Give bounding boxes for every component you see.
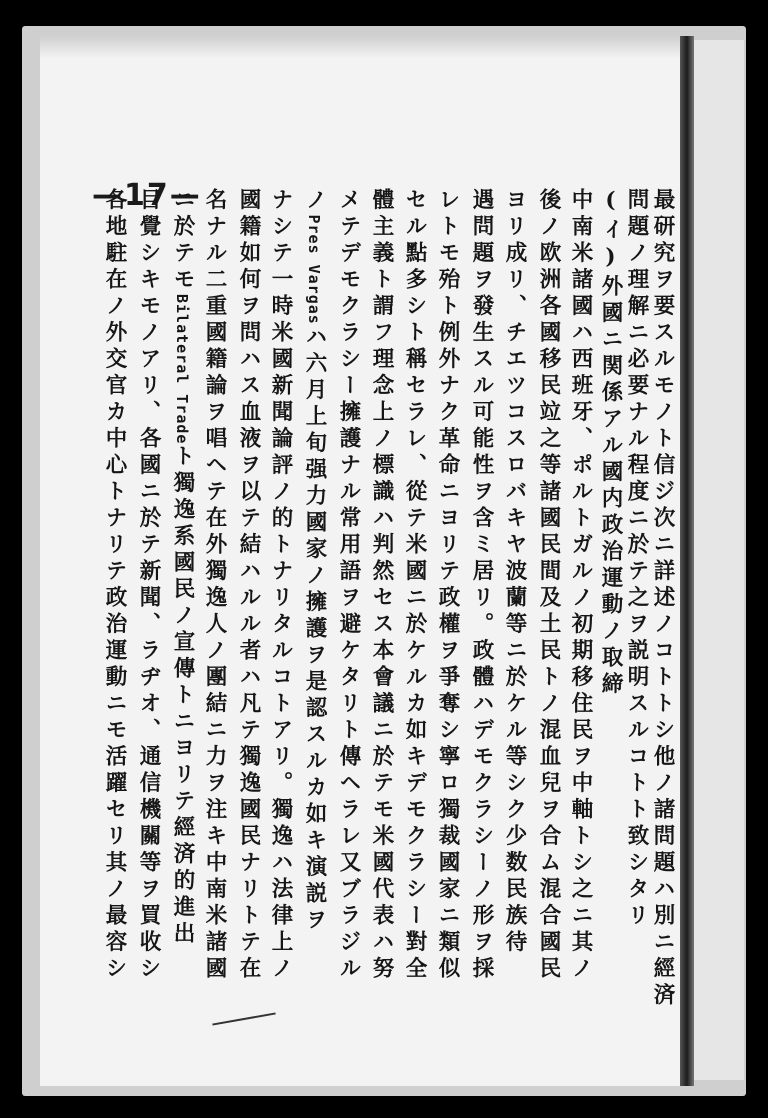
text-column: 國籍如何ヲ問ハス血液ヲ以テ結ハルル者ハ凡テ獨逸國民ナリトテ在 xyxy=(236,188,261,983)
text-column: 中南米諸國ハ西班牙、ポルトガルノ初期移住民ヲ中軸トシ之ニ其ノ xyxy=(568,188,593,983)
text-column: メテデモクラシー擁護ナル常用語ヲ避ケタリト傳ヘラレ又ブラジル xyxy=(336,188,361,983)
latin-phrase: Bilateral Trade xyxy=(173,294,191,445)
text-column: セル點多シト稱セラレ、從テ米國ニ於ケルカ如キデモクラシー對全 xyxy=(402,188,427,983)
text-column: 名ナル二重國籍論ヲ唱ヘテ在外獨逸人ノ團結ニ力ヲ注キ中南米諸國 xyxy=(202,188,227,983)
page-number: —17— xyxy=(92,178,202,213)
page-top-shadow xyxy=(40,36,680,58)
text-column: レトモ殆ト例外ナク革命ニヨリテ政權ヲ爭奪シ寧ロ獨裁國家ニ類似 xyxy=(435,188,460,983)
adjacent-page-strip xyxy=(694,40,744,1080)
latin-phrase: Pres Vargas xyxy=(305,214,323,325)
text-column: ノPres Vargasハ六月上旬强力國家ノ擁護ヲ是認スルカ如キ演説ヲ xyxy=(302,188,327,935)
text-column: 最研究ヲ要スルモノト信ジ次ニ詳述ノコトトシ他ノ諸問題ハ別ニ經済 xyxy=(650,188,675,1010)
text-column: ヨリ成リ、チエツコスロバキヤ波蘭等ニ於ケル等シク少数民族待 xyxy=(502,188,527,957)
text-column: ナシテ一時米國新聞論評ノ的トナリタルコトアリ。獨逸ハ法律上ノ xyxy=(268,188,293,983)
text-column: 各地駐在ノ外交官カ中心トナリテ政治運動ニモ活躍セリ其ノ最容シ xyxy=(102,188,127,983)
text-column: ニ於テモBilateral Tradeト獨逸系國民ノ宣傳トニヨリテ經済的進出 xyxy=(170,188,195,948)
text-column: 後ノ欧洲各國移民竝之等諸國民間及土民トノ混血兒ヲ合ム混合國民 xyxy=(536,188,561,983)
text-column: 目覺シキモノアリ、各國ニ於テ新聞、ラヂオ、通信機關等ヲ買收シ xyxy=(136,188,161,983)
text-column: 遇問題ヲ發生スル可能性ヲ含ミ居リ。政體ハデモクラシーノ形ヲ採 xyxy=(469,188,494,983)
text-column: 問題ノ理解ニ必要ナル程度ニ於テ之ヲ説明スルコトト致シタリ xyxy=(624,188,649,930)
text-column: 體主義ト謂フ理念上ノ標識ハ判然セス本會議ニ於テモ米國代表ハ努 xyxy=(369,188,394,983)
section-heading: (ｲ)外國ニ関係アル國内政治運動ノ取締 xyxy=(598,188,623,699)
binding-shadow xyxy=(680,36,694,1086)
